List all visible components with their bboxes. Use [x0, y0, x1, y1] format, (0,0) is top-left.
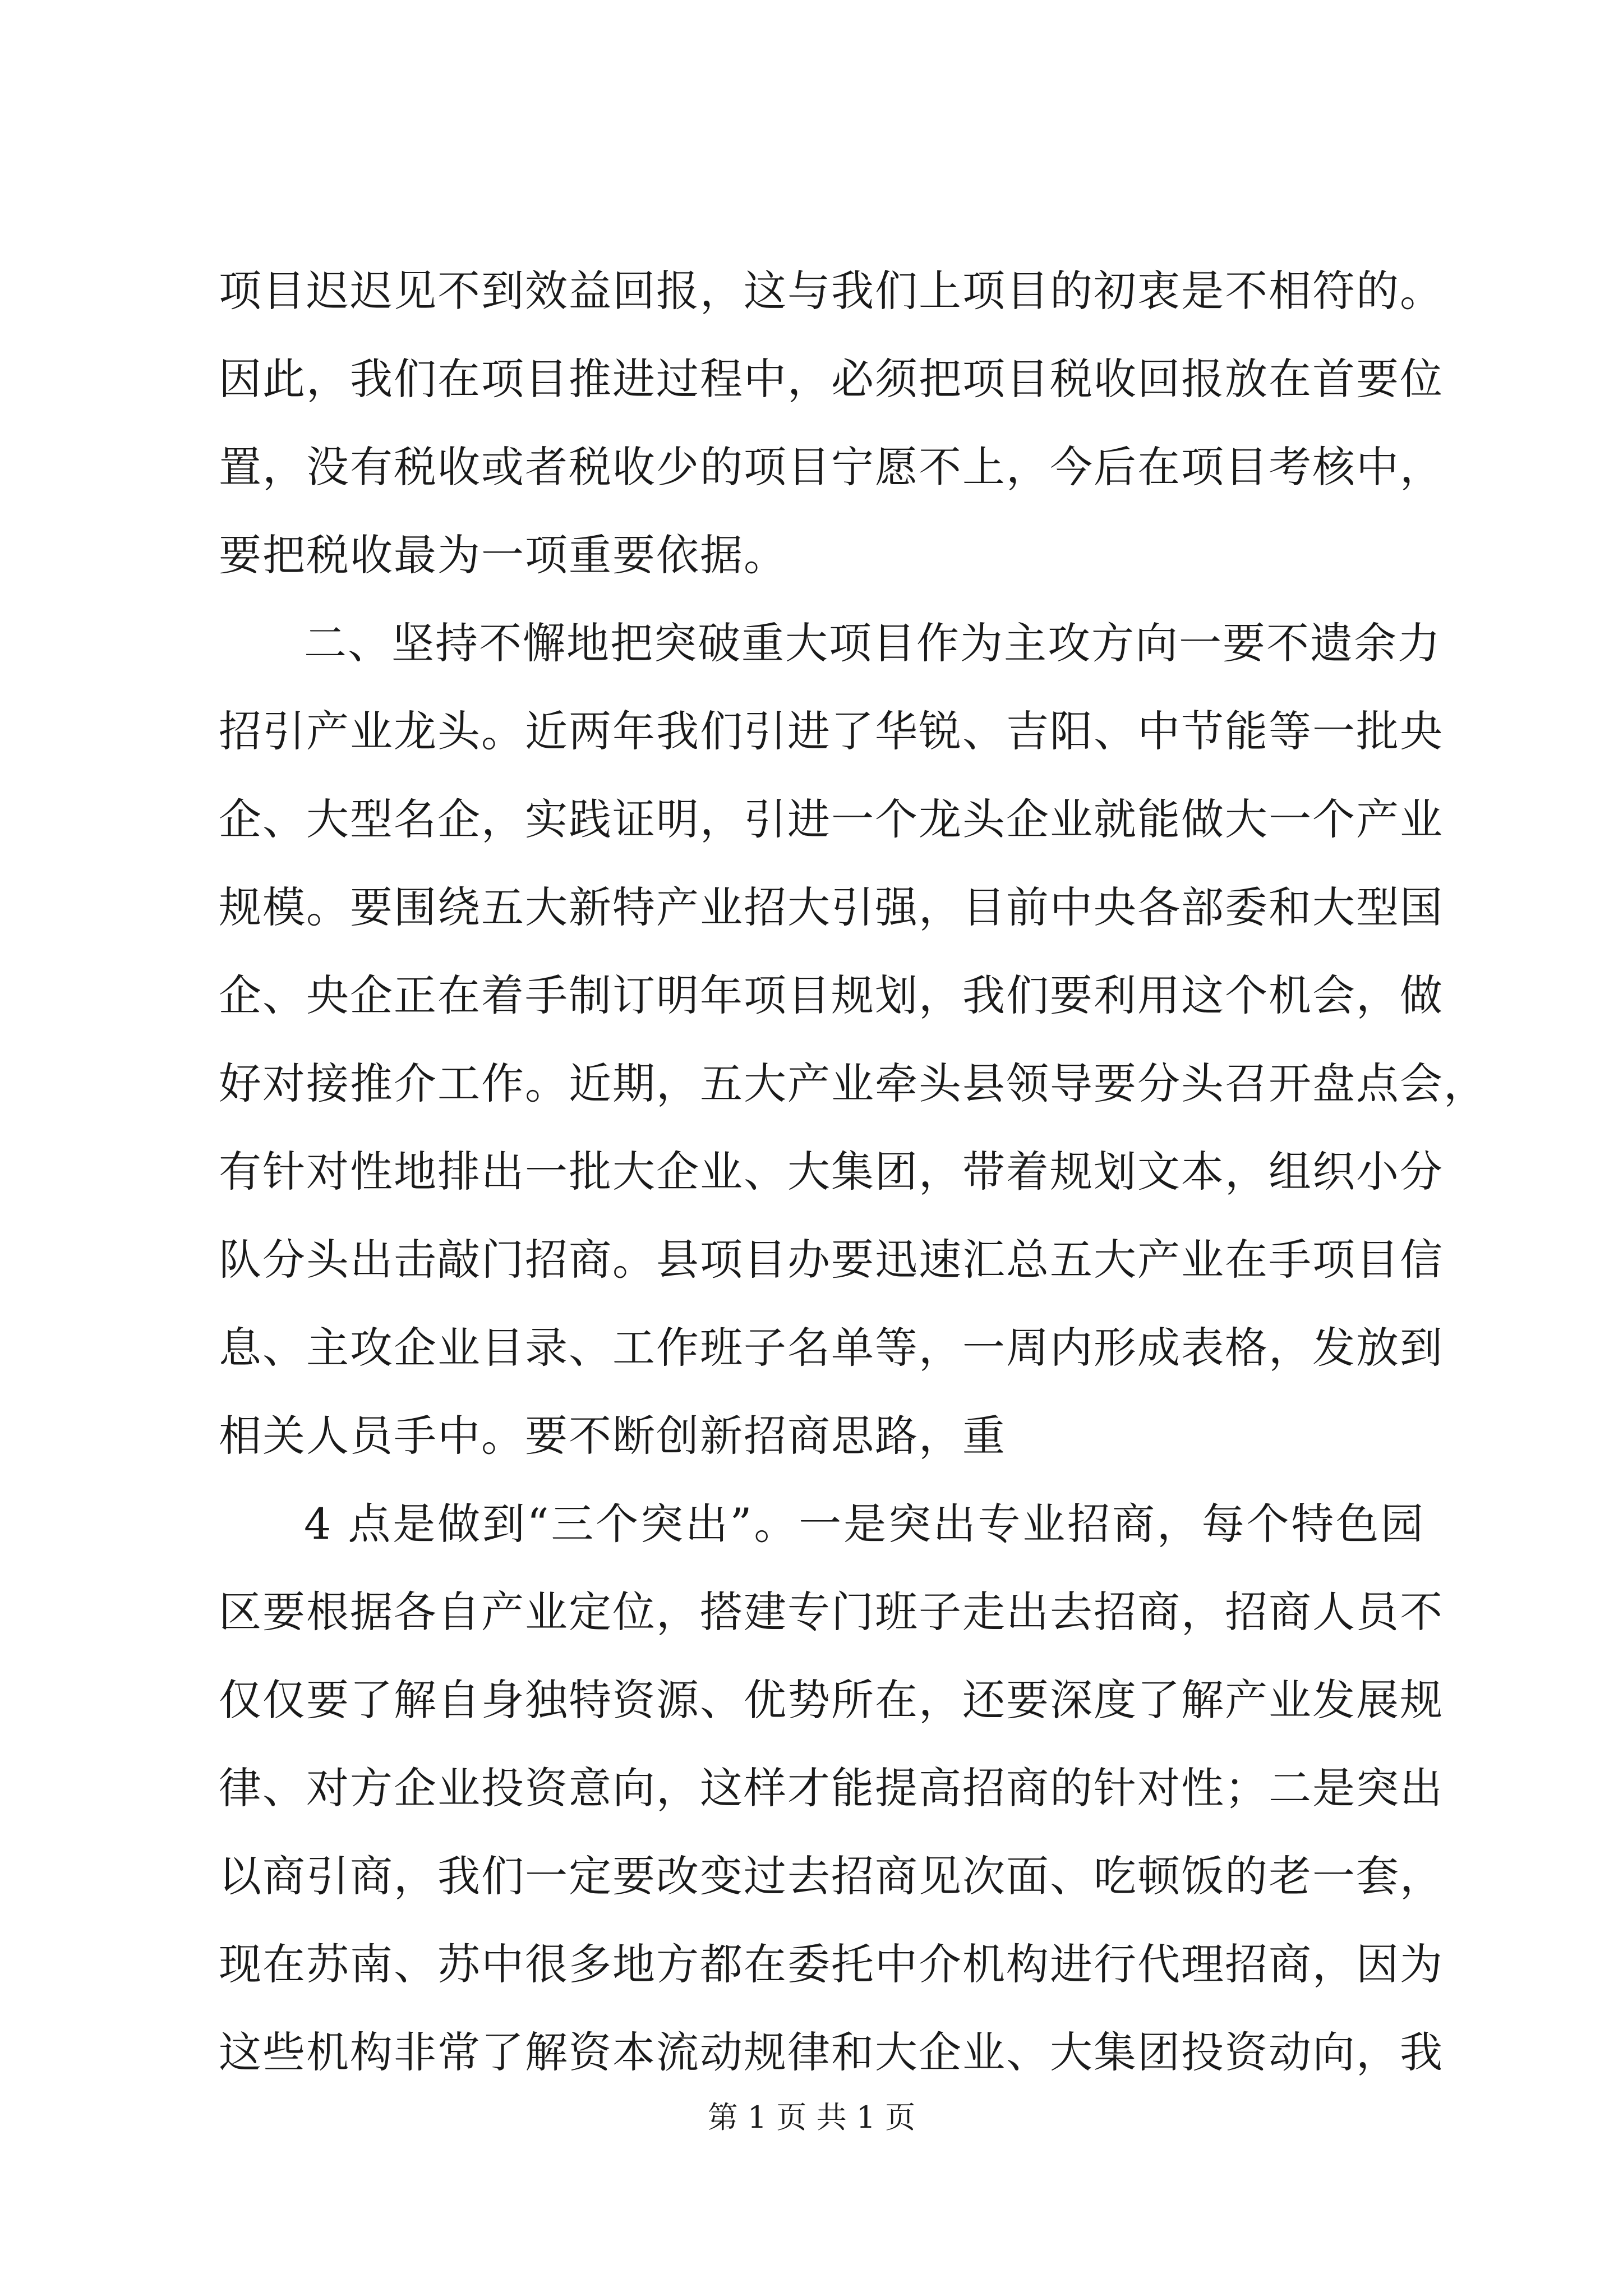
text-line: 置，没有税收或者税收少的项目宁愿不上，今后在项目考核中， — [219, 442, 1444, 492]
text-line: 以商引商，我们一定要改变过去招商见次面、吃顿饭的老一套， — [219, 1851, 1444, 1901]
text-line: 项目迟迟见不到效益回报，这与我们上项目的初衷是不相符的。 — [219, 266, 1444, 316]
text-line: 因此，我们在项目推进过程中，必须把项目税收回报放在首要位 — [219, 354, 1444, 404]
text-line: 区要根据各自产业定位，搭建专门班子走出去招商，招商人员不 — [219, 1587, 1444, 1637]
text-line: 企、央企正在着手制订明年项目规划，我们要利用这个机会，做 — [219, 970, 1444, 1020]
text-line: 招引产业龙头。近两年我们引进了华锐、吉阳、中节能等一批央 — [219, 706, 1444, 756]
text-line: 律、对方企业投资意向，这样才能提高招商的针对性；二是突出 — [219, 1763, 1444, 1813]
text-line: 规模。要围绕五大新特产业招大引强，目前中央各部委和大型国 — [219, 882, 1444, 932]
text-line: 二、坚持不懈地把突破重大项目作为主攻方向一要不遗余力 — [304, 618, 1441, 668]
text-line: 好对接推介工作。近期，五大产业牵头县领导要分头召开盘点会， — [219, 1059, 1487, 1108]
text-line: 要把税收最为一项重要依据。 — [219, 530, 787, 580]
text-line: 企、大型名企，实践证明，引进一个龙头企业就能做大一个产业 — [219, 794, 1444, 844]
text-line: 息、主攻企业目录、工作班子名单等，一周内形成表格，发放到 — [219, 1323, 1444, 1373]
text-line: 相关人员手中。要不断创新招商思路，重 — [219, 1411, 1006, 1461]
text-line: 现在苏南、苏中很多地方都在委托中介机构进行代理招商，因为 — [219, 1939, 1444, 1989]
text-line: 队分头出击敲门招商。县项目办要迅速汇总五大产业在手项目信 — [219, 1235, 1444, 1285]
document-body — [219, 247, 1487, 2096]
text-line: 这些机构非常了解资本流动规律和大企业、大集团投资动向，我 — [219, 2027, 1444, 2077]
text-line: 仅仅要了解自身独特资源、优势所在，还要深度了解产业发展规 — [219, 1675, 1444, 1725]
text-line: 4 点是做到“三个突出”。一是突出专业招商，每个特色园 — [304, 1499, 1424, 1549]
page-number-footer: 第 1 页 共 1 页 — [707, 2100, 916, 2135]
text-line: 有针对性地排出一批大企业、大集团，带着规划文本，组织小分 — [219, 1147, 1444, 1197]
